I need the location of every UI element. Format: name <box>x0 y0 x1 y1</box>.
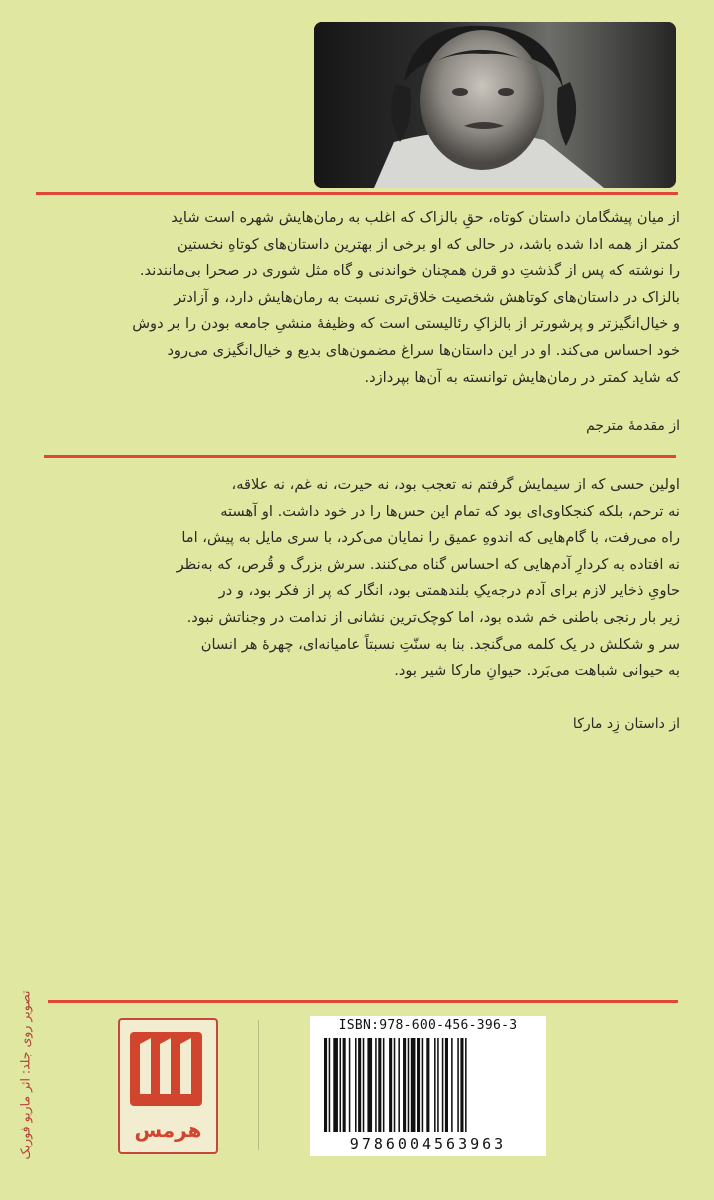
barcode-bar <box>340 1038 342 1132</box>
excerpt-line: خود احساس می‌کند. او در این داستان‌ها سراغ مضمون‌های بدیع و خیال‌انگیزی می‌رود <box>167 341 680 359</box>
top-rule <box>36 192 678 195</box>
barcode-bar <box>442 1038 444 1132</box>
barcode-bar <box>329 1038 331 1132</box>
barcode-bar <box>355 1038 357 1132</box>
author-photo <box>314 22 676 188</box>
story-excerpt <box>48 472 680 685</box>
excerpt-line: سر و شکلش در یک کلمه می‌گنجد. بنا به سنّتِ نسبتاً عامیانه‌ای، چهرهٔ هر انسان <box>200 635 680 653</box>
intro-excerpt <box>48 205 680 391</box>
barcode-bar <box>437 1038 439 1132</box>
barcode-bar <box>349 1038 351 1132</box>
barcode-bar <box>434 1038 436 1132</box>
barcode-bar <box>417 1038 420 1132</box>
publisher-logo <box>118 1018 218 1154</box>
excerpt-line: را نوشته که پس از گذشتِ دو قرن همچنان خواندنی و گاه مثل شوری در صحرا بی‌مانندند. <box>139 262 680 280</box>
isbn-label: ISBN:978-600-456-396-3 <box>338 1018 518 1033</box>
barcode-bar <box>367 1038 372 1132</box>
excerpt-line: کمتر از همه ادا شده باشد، در حالی که او برخی از بهترین داستان‌های کوتاهِ نخستین <box>176 235 680 253</box>
excerpt-line: حاویِ ذخایر لازم برای آدم درجه‌یکِ بلندهمتی بود، انگار که پر از فکر بود، و در <box>218 582 680 600</box>
barcode-bar <box>457 1038 459 1132</box>
barcode-bar <box>358 1038 361 1132</box>
portrait-image <box>314 22 676 188</box>
barcode-bar <box>383 1038 385 1132</box>
excerpt-line: از میان پیشگامان داستان کوتاه، حقِ بالزاک که اغلب به رمان‌هایش شهره است شاید <box>171 209 680 226</box>
barcode-bar <box>363 1038 365 1132</box>
barcode-bar <box>403 1038 406 1132</box>
excerpt-line: بالزاک در داستان‌های کوتاهش شخصیت خلاق‌تری نسبت به رمان‌هایش دارد، و آزادتر <box>174 288 680 306</box>
cover-credit-text: تصویر روی جلد: اثر ماریو فوربک <box>17 990 33 1160</box>
publisher-mark-icon <box>130 1032 202 1106</box>
intro-source: از مقدمهٔ مترجم <box>586 418 680 434</box>
barcode-bar <box>411 1038 416 1132</box>
barcode-bar <box>398 1038 400 1132</box>
barcode <box>310 1016 546 1156</box>
barcode-bar <box>394 1038 396 1132</box>
cover-credit <box>10 960 40 1190</box>
barcode-digits: 9786004563963 <box>349 1135 507 1153</box>
barcode-bar <box>333 1038 338 1132</box>
divider <box>258 1020 259 1150</box>
excerpt-line: نه ترحم، بلکه کنجکاوی‌ای بود که تمام این حس‌ها را در خود داشت. او آهسته <box>220 502 680 520</box>
barcode-bar <box>445 1038 448 1132</box>
barcode-bars <box>324 1038 532 1132</box>
excerpt-line: راه می‌رفت، با گام‌هایی که اندوهِ عمیق را نمایان می‌کرد، با سری مایل به پیش، اما <box>181 529 680 547</box>
barcode-bar <box>451 1038 453 1132</box>
barcode-bar <box>343 1038 346 1132</box>
barcode-bar <box>460 1038 463 1132</box>
barcode-bar <box>426 1038 429 1132</box>
barcode-bar <box>422 1038 424 1132</box>
middle-rule <box>44 455 676 458</box>
excerpt-line: به حیوانی شباهت می‌بَرد. حیوانِ مارکا شیر بود. <box>394 662 680 680</box>
excerpt-line: زیر بار رنجی باطنی خم شده بود، اما کوچک‌ترین نشانی از ندامت در وجناتش نبود. <box>186 608 680 626</box>
story-source: از داستان زِد مارکا <box>572 716 680 732</box>
excerpt-line: اولین حسی که از سیمایش گرفتم نه تعجب بود، نه حیرت، نه غم، نه علاقه، <box>231 476 680 493</box>
publisher-name: هرمس <box>134 1118 202 1142</box>
barcode-bar <box>389 1038 392 1132</box>
barcode-bar <box>324 1038 327 1132</box>
barcode-bar <box>375 1038 377 1132</box>
excerpt-line: و خیال‌انگیزتر و پرشورتر از بالزاکِ رئالیستی است که وظیفهٔ منشیِ جامعه بودن را بر دوش <box>132 315 680 333</box>
barcode-bar <box>465 1038 467 1132</box>
barcode-bar <box>378 1038 381 1132</box>
excerpt-line: که شاید کمتر در رمان‌هایش توانسته به آن‌ها بپردازد. <box>364 368 680 386</box>
footer-rule <box>48 1000 678 1003</box>
barcode-bar <box>408 1038 410 1132</box>
excerpt-line: نه افتاده به کردارِ آدم‌هایی که احساس گناه می‌کنند. سرش بزرگ و قُرص، که به‌نظر <box>176 555 680 573</box>
